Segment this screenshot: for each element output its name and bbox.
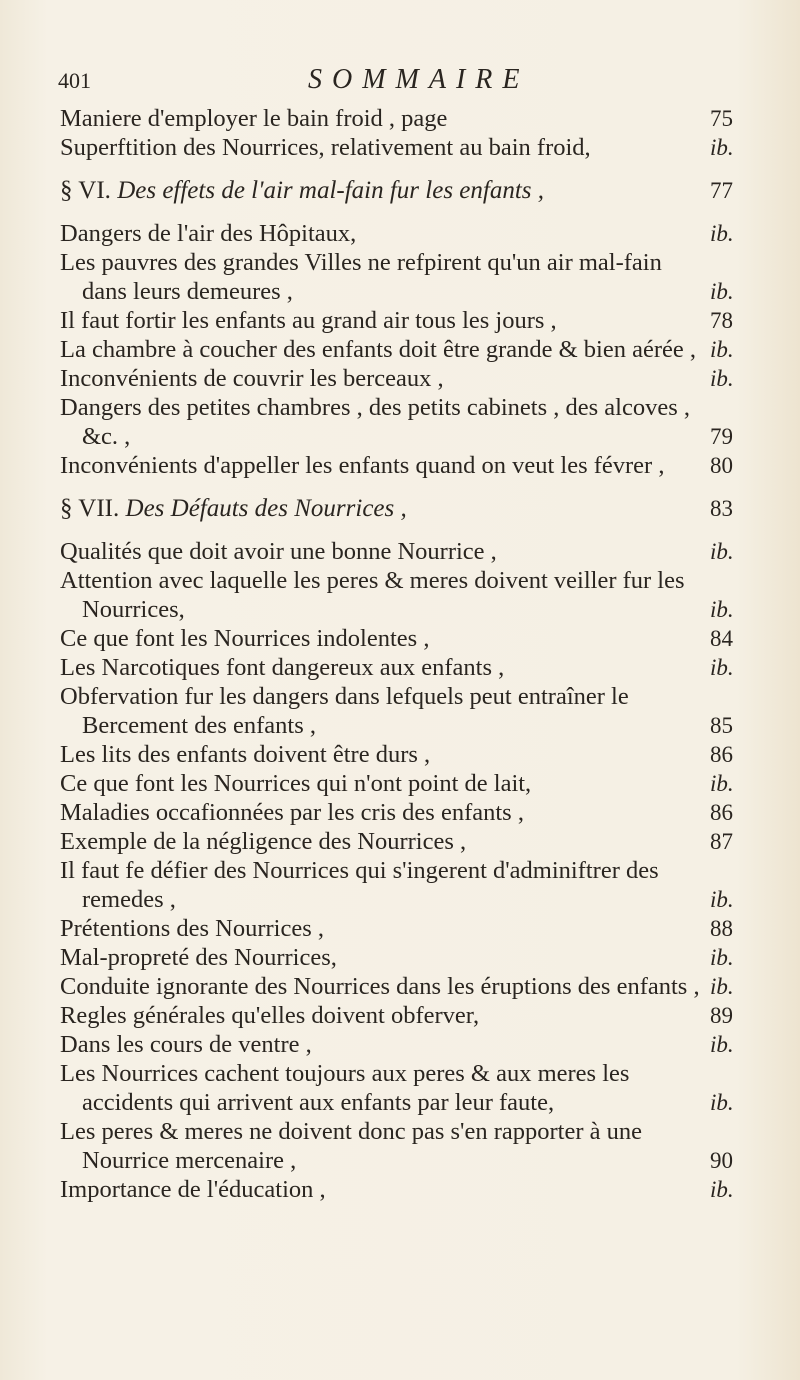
toc-entry — [60, 682, 766, 740]
page-reference: 85 — [710, 713, 733, 738]
page-number: 401 — [58, 68, 91, 93]
entry-text: Les Nourrices cachent toujours aux peres & aux meres les accidents qui arrivent aux enfants par leur faute, — [60, 1060, 630, 1116]
page-reference: ib. — [710, 221, 734, 246]
toc-entry — [60, 740, 766, 769]
page-reference: 84 — [710, 626, 733, 651]
toc-entry — [60, 827, 766, 856]
entry-text: Les peres & meres ne doivent donc pas s'en rapporter à une Nourrice mercenaire , — [60, 1118, 642, 1174]
entry-text: Dans les cours de ventre , — [60, 1031, 312, 1058]
page-reference: 86 — [710, 742, 733, 767]
page-reference: 88 — [710, 916, 733, 941]
entry-text: Les Narcotiques font dangereux aux enfants , — [60, 654, 505, 681]
toc-entry — [60, 566, 766, 624]
toc-entry — [60, 624, 766, 653]
entry-text: Prétentions des Nourrices , — [60, 915, 324, 942]
toc-entry — [60, 1030, 766, 1059]
section-title — [60, 176, 700, 205]
page-reference: 77 — [710, 178, 733, 203]
entry-text: Superftition des Nourrices, relativement au bain froid, — [60, 134, 591, 161]
page-reference: ib. — [710, 655, 734, 680]
entry-text: Importance de l'éducation , — [60, 1176, 326, 1203]
toc-section-heading — [60, 176, 766, 205]
page-reference: 75 — [710, 106, 733, 131]
entry-text: Dangers de l'air des Hôpitaux, — [60, 220, 357, 247]
entry-text: Dangers des petites chambres , des petits cabinets , des alcoves , &c. , — [60, 394, 691, 450]
toc-entry — [60, 1001, 766, 1030]
page-reference: ib. — [710, 945, 734, 970]
toc-entry — [60, 537, 766, 566]
section-title — [60, 494, 700, 523]
page-reference: ib. — [710, 597, 734, 622]
entry-text: Obfervation fur les dangers dans lefquels peut entraîner le Bercement des enfants , — [60, 683, 629, 739]
toc-entry — [60, 943, 766, 972]
page-reference: ib. — [710, 366, 734, 391]
section-title-text: Des effets de l'air mal-fain fur les enfants , — [117, 177, 545, 204]
toc-entry — [60, 856, 766, 914]
page-reference: ib. — [710, 539, 734, 564]
entry-text: Qualités que doit avoir une bonne Nourrice , — [60, 538, 497, 565]
toc-entry — [60, 393, 766, 451]
entry-text: Inconvénients d'appeller les enfants quand on veut les févrer , — [60, 452, 665, 479]
toc-entry — [60, 133, 766, 162]
page-reference: ib. — [710, 771, 734, 796]
entry-text: Mal-propreté des Nourrices, — [60, 944, 337, 971]
entry-text: La chambre à coucher des enfants doit être grande & bien aérée , — [60, 336, 696, 363]
entry-text: Il faut fortir les enfants au grand air tous les jours , — [60, 307, 557, 334]
section-number: § VI. — [60, 177, 111, 204]
toc-section-heading — [60, 494, 766, 523]
page-reference: ib. — [710, 279, 734, 304]
page-reference: ib. — [710, 974, 734, 999]
page-reference: ib. — [710, 135, 734, 160]
toc-entry — [60, 1117, 766, 1175]
running-title: SOMMAIRE — [308, 64, 530, 95]
entry-text: Exemple de la négligence des Nourrices , — [60, 828, 467, 855]
toc-entry — [60, 306, 766, 335]
entry-text: Ce que font les Nourrices indolentes , — [60, 625, 430, 652]
toc-entry — [60, 248, 766, 306]
toc-entry — [60, 653, 766, 682]
entry-text: Regles générales qu'elles doivent obferver, — [60, 1002, 480, 1029]
section-title-text: Des Défauts des Nourrices , — [125, 495, 407, 522]
toc-entry — [60, 219, 766, 248]
entry-text: Conduite ignorante des Nourrices dans les éruptions des enfants , — [60, 973, 700, 1000]
toc-entry — [60, 1059, 766, 1117]
entry-text: Inconvénients de couvrir les berceaux , — [60, 365, 444, 392]
toc-entry — [60, 451, 766, 480]
entry-text: Il faut fe défier des Nourrices qui s'ingerent d'adminiftrer des remedes , — [60, 857, 659, 913]
entry-text: Maladies occafionnées par les cris des enfants , — [60, 799, 524, 826]
page-reference: 80 — [710, 453, 733, 478]
page-reference: ib. — [710, 887, 734, 912]
toc-entry — [60, 972, 766, 1001]
table-of-contents — [60, 104, 766, 1204]
toc-entry — [60, 798, 766, 827]
page-reference: 90 — [710, 1148, 733, 1173]
page-reference: ib. — [710, 337, 734, 362]
page-reference: 79 — [710, 424, 733, 449]
entry-text: Attention avec laquelle les peres & meres doivent veiller fur les Nourrices, — [60, 567, 685, 623]
toc-entry — [60, 914, 766, 943]
page-header — [58, 64, 758, 94]
page-reference: ib. — [710, 1090, 734, 1115]
page-reference: 89 — [710, 1003, 733, 1028]
section-number: § VII. — [60, 495, 120, 522]
page-reference: ib. — [710, 1177, 734, 1202]
toc-entry — [60, 335, 766, 364]
entry-text: Les pauvres des grandes Villes ne refpirent qu'un air mal-fain dans leurs demeures , — [60, 249, 662, 305]
toc-entry — [60, 104, 766, 133]
page-reference: 78 — [710, 308, 733, 333]
page-reference: 86 — [710, 800, 733, 825]
entry-text: Maniere d'employer le bain froid , page — [60, 105, 448, 132]
page-reference: 83 — [710, 496, 733, 521]
page-reference: ib. — [710, 1032, 734, 1057]
page-reference: 87 — [710, 829, 733, 854]
entry-text: Ce que font les Nourrices qui n'ont point de lait, — [60, 770, 532, 797]
entry-text: Les lits des enfants doivent être durs , — [60, 741, 431, 768]
toc-entry — [60, 1175, 766, 1204]
toc-entry — [60, 364, 766, 393]
toc-entry — [60, 769, 766, 798]
